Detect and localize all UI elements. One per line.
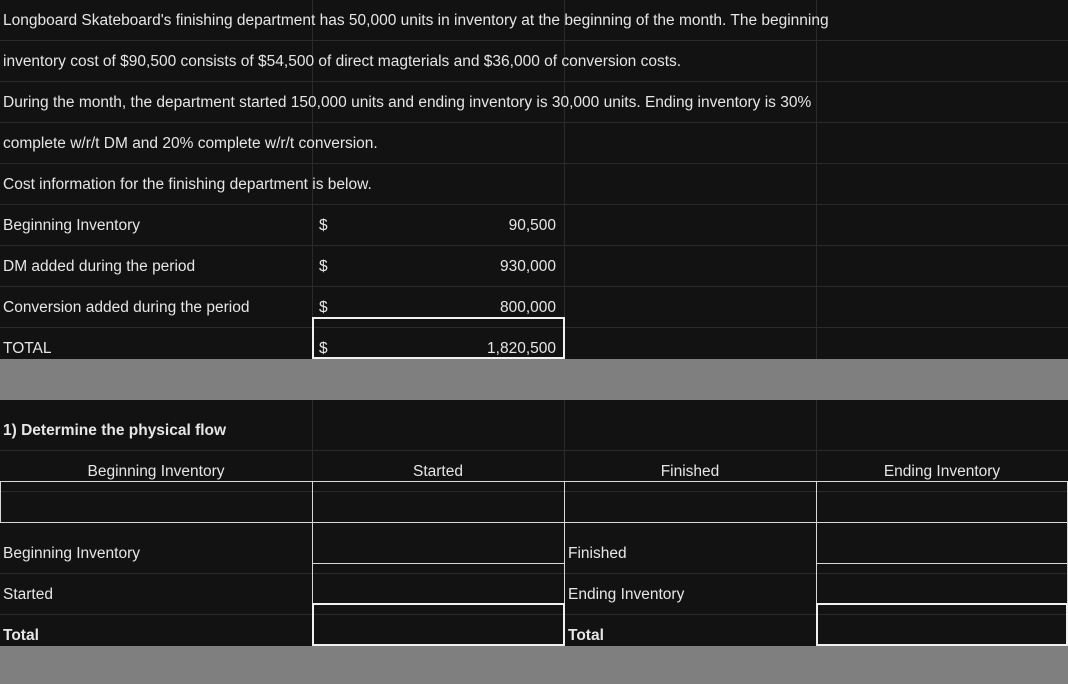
flow-label-cell[interactable]: Ending Inventory	[568, 585, 685, 603]
problem-text-cell[interactable]: Cost information for the finishing department is below.	[3, 175, 372, 193]
flow-label-cell[interactable]: Started	[3, 585, 53, 603]
amount-cell[interactable]: 1,820,500	[487, 339, 556, 357]
flow-label-cell[interactable]: Finished	[568, 544, 627, 562]
flow-total-label[interactable]: Total	[3, 626, 39, 644]
flow-header-cell[interactable]: Finished	[660, 462, 720, 480]
sheet-row[interactable]	[0, 41, 1068, 82]
flow-label-cell[interactable]: Beginning Inventory	[3, 544, 141, 562]
sheet-row[interactable]	[0, 123, 1068, 164]
started-value-cell[interactable]	[312, 563, 565, 605]
ending-inventory-input-cell[interactable]	[816, 481, 1068, 523]
amount-cell[interactable]: 930,000	[499, 257, 556, 275]
cost-label-cell[interactable]: Conversion added during the period	[3, 298, 250, 316]
flow-total-label[interactable]: Total	[568, 626, 604, 644]
problem-text-cell[interactable]: complete w/r/t DM and 20% complete w/r/t conversion.	[3, 134, 378, 152]
amount-cell[interactable]: 90,500	[508, 216, 556, 234]
cost-label-cell[interactable]: DM added during the period	[3, 257, 196, 275]
finished-input-cell[interactable]	[564, 481, 817, 523]
problem-text-cell[interactable]: Longboard Skateboard's finishing department has 50,000 units in inventory at the beginning of the month. The beginning	[3, 11, 829, 29]
sheet-row[interactable]	[0, 164, 1068, 205]
currency-cell[interactable]: $	[319, 216, 328, 234]
sheet-row[interactable]	[0, 0, 1068, 41]
currency-cell[interactable]: $	[319, 339, 328, 357]
beginning-inventory-value-cell[interactable]	[312, 522, 565, 564]
problem-text-cell[interactable]: During the month, the department started 150,000 units and ending inventory is 30,000 units. Ending inventory is 30%	[3, 93, 812, 111]
currency-cell[interactable]: $	[319, 257, 328, 275]
cost-row[interactable]	[0, 246, 1068, 287]
gray-band	[0, 359, 1068, 400]
started-input-cell[interactable]	[312, 481, 565, 523]
ending-inventory-value-cell[interactable]	[816, 563, 1068, 605]
right-total-value-cell[interactable]	[816, 603, 1068, 646]
total-cell-border	[312, 317, 565, 359]
flow-header-cell[interactable]: Beginning Inventory	[87, 462, 225, 480]
sheet-row[interactable]	[0, 82, 1068, 123]
flow-header-cell[interactable]: Started	[413, 462, 463, 480]
problem-text-cell[interactable]: inventory cost of $90,500 consists of $54,500 of direct magterials and $36,000 of conversion costs.	[3, 52, 682, 70]
cost-label-cell[interactable]: Beginning Inventory	[3, 216, 141, 234]
gray-band	[0, 646, 1068, 684]
amount-cell[interactable]: 800,000	[499, 298, 556, 316]
currency-cell[interactable]: $	[319, 298, 328, 316]
cost-row[interactable]	[0, 205, 1068, 246]
section-title-row[interactable]	[0, 410, 1068, 451]
cost-label-cell[interactable]: TOTAL	[3, 339, 52, 357]
left-total-value-cell[interactable]	[312, 603, 565, 646]
beginning-inventory-input-cell[interactable]	[0, 481, 313, 523]
section-title[interactable]: 1) Determine the physical flow	[3, 421, 227, 439]
finished-value-cell[interactable]	[816, 522, 1068, 564]
flow-header-cell[interactable]: Ending Inventory	[883, 462, 1001, 480]
